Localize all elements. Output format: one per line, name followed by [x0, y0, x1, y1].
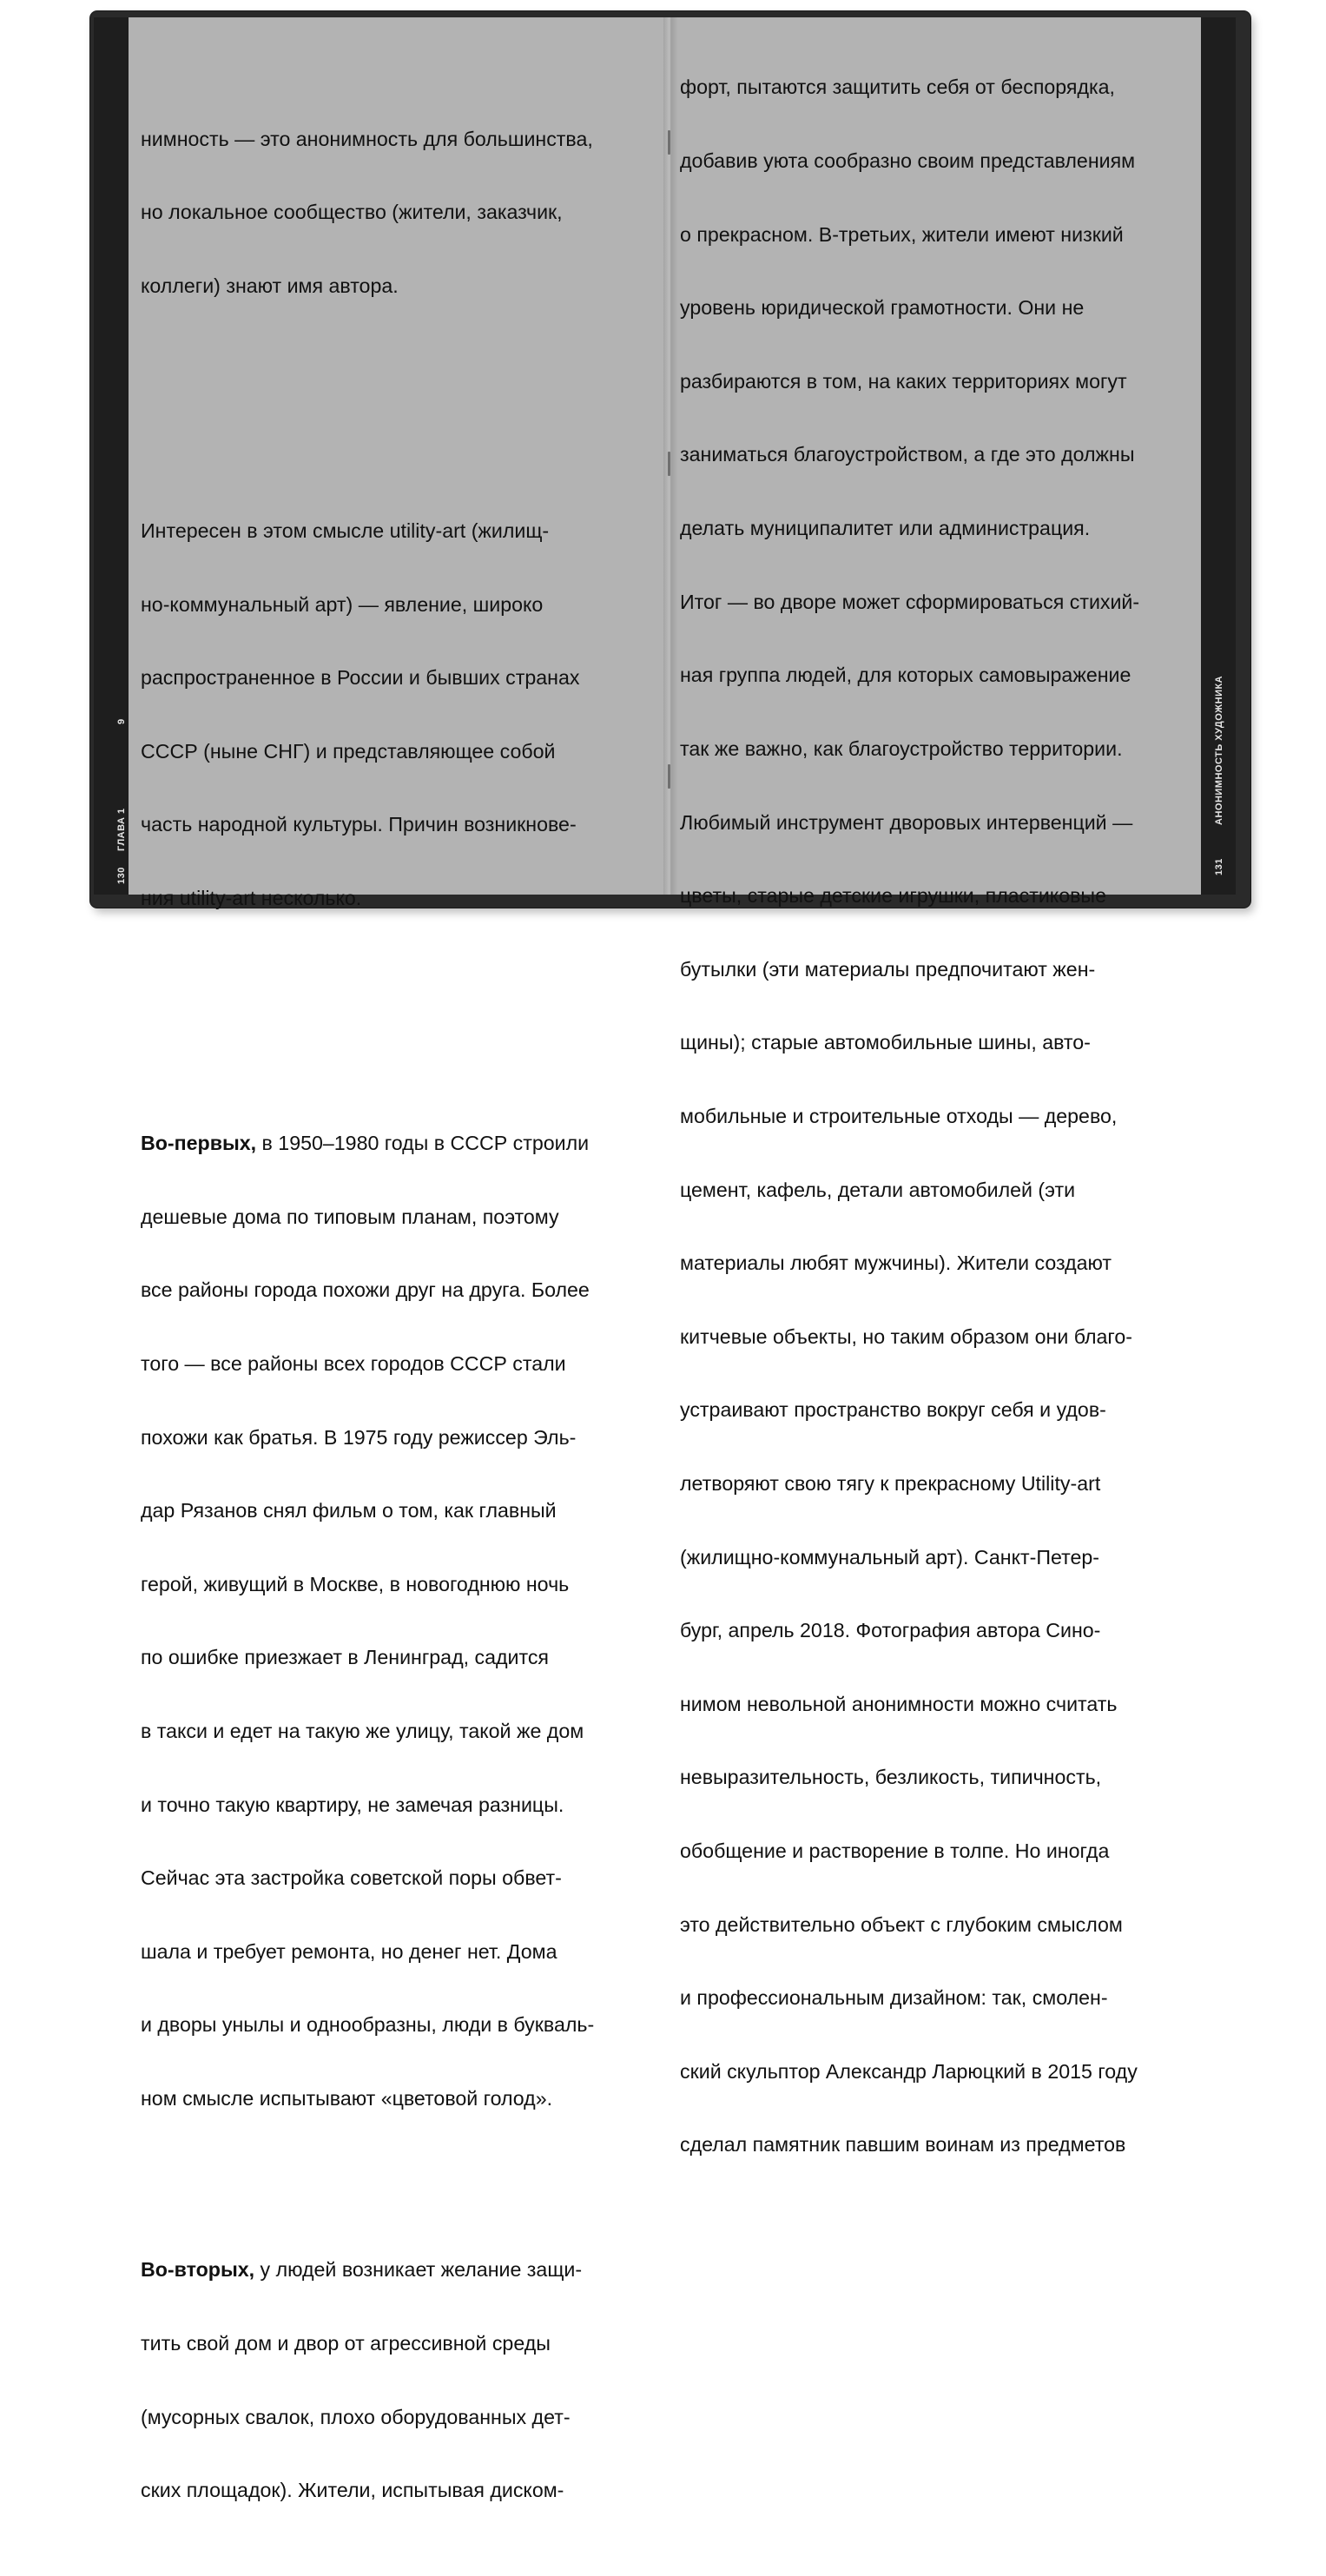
text-line: форт, пытаются защитить себя от беспорядка,	[680, 76, 1115, 99]
text-line: (мусорных свалок, плохо оборудованных дет-	[141, 2405, 571, 2428]
text-line: бутылки (эти материалы предпочитают жен-	[680, 957, 1096, 981]
text-line: Итог — во дворе может сформироваться стихий-	[680, 590, 1140, 613]
paragraph	[141, 2209, 594, 2552]
text-line: материалы любят мужчины). Жители создают	[680, 1252, 1112, 1275]
text-line: тить свой дом и двор от агрессивной среды	[141, 2332, 551, 2355]
text-line: распространенное в России и бывших странах	[141, 666, 580, 690]
text-line: дешевые дома по типовым планам, поэтому	[141, 1205, 559, 1228]
text-line: и точно такую квартиру, не замечая разницы.	[141, 1793, 564, 1816]
text-line: летворяют свою тягу к прекрасному Utility-art	[680, 1471, 1101, 1495]
bold-lead: Во-первых,	[141, 1132, 257, 1155]
right-page-number: 131	[1214, 858, 1224, 875]
binding-stitch	[668, 764, 670, 789]
paragraph	[141, 1082, 594, 2160]
text-line: но локальное сообщество (жители, заказчик,	[141, 201, 563, 224]
text-line: нимом невольной анонимности можно считать	[680, 1692, 1118, 1715]
text-line: но-коммунальный арт) — явление, широко	[141, 592, 544, 616]
text-line: коллеги) знают имя автора.	[141, 274, 399, 298]
text-line: делать муниципалитет или администрация.	[680, 517, 1091, 540]
text-line: Во-первых, в 1950–1980 годы в СССР строили	[141, 1132, 590, 1155]
left-page-text	[141, 29, 594, 2576]
text-line: похожи как братья. В 1975 году режиссер Эль-	[141, 1425, 577, 1449]
text-line: по ошибке приезжает в Ленинград, садится	[141, 1646, 549, 1669]
text-line: бург, апрель 2018. Фотография автора Сино-	[680, 1619, 1101, 1642]
text-line: и дворы унылы и однообразны, люди в букваль-	[141, 2013, 595, 2037]
text-line: ном смысле испытывают «цветовой голод».	[141, 2087, 553, 2110]
text-line: (жилищно-коммунальный арт). Санкт-Петер-	[680, 1545, 1100, 1569]
text-line: ная группа людей, для которых самовыражение	[680, 664, 1131, 687]
text-line: все районы города похожи друг на друга. Более	[141, 1278, 590, 1302]
paragraph	[141, 77, 594, 347]
paragraph	[141, 470, 594, 960]
left-margin-strip	[94, 17, 129, 895]
running-title: АНОНИМНОСТЬ ХУДОЖНИКА	[1214, 675, 1224, 825]
footnote-number: 9	[116, 718, 127, 724]
text-line: заниматься благоустройством, а где это должны	[680, 443, 1135, 466]
text-line: устраивают пространство вокруг себя и удов-	[680, 1398, 1106, 1422]
text-line: того — все районы всех городов СССР стали	[141, 1351, 566, 1375]
text-line: Во-вторых, у людей возникает желание защи-	[141, 2258, 583, 2282]
text-line: обобщение и растворение в толпе. Но иногда	[680, 1840, 1110, 1863]
text-line: невыразительность, безликость, типичность,	[680, 1766, 1102, 1789]
text-line: ский скульптор Александр Ларюцкий в 2015 году	[680, 2059, 1138, 2083]
text-line: китчевые объекты, но таким образом они благо-	[680, 1324, 1132, 1348]
text-line: о прекрасном. В-третьих, жители имеют низкий	[680, 222, 1124, 246]
text-line: шала и требует ремонта, но денег нет. Дома	[141, 1939, 557, 1963]
text-line: так же важно, как благоустройство территории.	[680, 736, 1123, 760]
book-gutter	[663, 17, 677, 895]
text-line: СССР (ныне СНГ) и представляющее собой	[141, 739, 556, 763]
text-line: ских площадок). Жители, испытывая диском-	[141, 2479, 564, 2502]
bold-lead: Во-вторых,	[141, 2258, 255, 2282]
text-line: дар Рязанов снял фильм о том, как главный	[141, 1499, 557, 1522]
text-line: сделал памятник павшим воинам из предметов	[680, 2133, 1126, 2157]
text-line: часть народной культуры. Причин возникнове-	[141, 813, 577, 836]
text-line: Интересен в этом смысле utility-art (жилищ-	[141, 519, 550, 543]
text-line: герой, живущий в Москве, в новогоднюю ночь	[141, 1572, 570, 1595]
text-line: нимность — это анонимность для большинства,	[141, 127, 593, 150]
text-line: цемент, кафель, детали автомобилей (эти	[680, 1178, 1076, 1201]
text-line: в такси и едет на такую же улицу, такой же дом	[141, 1719, 584, 1742]
text-line: щины); старые автомобильные шины, авто-	[680, 1031, 1091, 1054]
text-line: Сейчас эта застройка советской поры обвет-	[141, 1866, 562, 1890]
text-line: разбираются в том, на каких территориях могут	[680, 369, 1127, 393]
text-line: Любимый инструмент дворовых интервенций —	[680, 810, 1133, 834]
binding-stitch	[668, 452, 670, 476]
left-page-number: 130	[116, 867, 127, 884]
text-line: и профессиональным дизайном: так, смолен-	[680, 1986, 1108, 2010]
text-line: цветы, старые детские игрушки, пластиковые	[680, 884, 1106, 908]
text-line: добавив уюта сообразно своим представлениям	[680, 149, 1136, 173]
binding-stitch	[668, 130, 670, 155]
text-line: это действительно объект с глубоким смыслом	[680, 1912, 1123, 1936]
text-line: мобильные и строительные отходы — дерево,	[680, 1104, 1118, 1127]
chapter-label: ГЛАВА 1	[116, 808, 127, 851]
text-line: ния utility-art несколько.	[141, 887, 362, 910]
text-line: уровень юридической грамотности. Они не	[680, 296, 1085, 320]
right-page-text	[680, 26, 1139, 2182]
